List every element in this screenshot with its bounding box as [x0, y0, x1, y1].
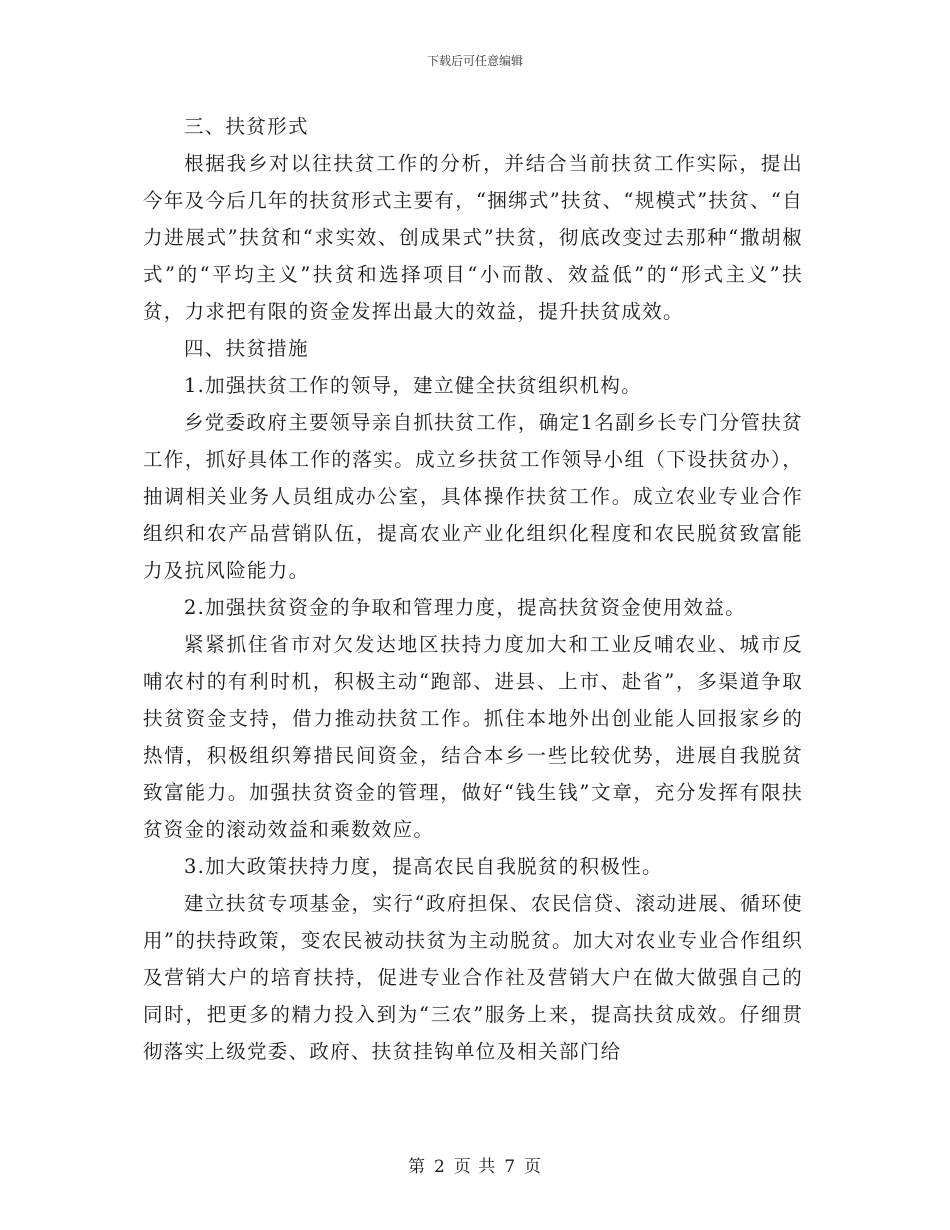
total-pages: 7 [504, 1157, 517, 1177]
footer-middle: 页 共 [453, 1157, 497, 1177]
paragraph: 根据我乡对以往扶贫工作的分析，并结合当前扶贫工作实际，提出今年及今后几年的扶贫形式主要有，“捆绑式”扶贫、“规模式”扶贫、“自力进展式”扶贫和“求实效、创成果式”扶贫，彻底改变过去那种“撒胡椒式”的“平均主义”扶贫和选择项目“小而散、效益低”的“形式主义”扶贫，力求把有限的资金发挥出最大的效益，提升扶贫成效。 [143, 152, 803, 323]
section-heading-4: 四、扶贫措施 [183, 337, 309, 360]
footer-suffix: 页 [524, 1157, 543, 1177]
subheading-2: 2.加强扶贫资金的争取和管理力度，提高扶贫资金使用效益。 [183, 596, 746, 619]
page-footer [0, 1152, 950, 1177]
footer-prefix: 第 [407, 1157, 426, 1177]
paragraph: 建立扶贫专项基金，实行“政府担保、农民信贷、滚动进展、循环使用”的扶持政策，变农民被动扶贫为主动脱贫。加大对农业专业合作组织及营销大户的培育扶持，促进专业合作社及营销大户在做大做强自己的同时，把更多的精力投入到为“三农”服务上来，提高扶贫成效。仔细贯彻落实上级党委、政府、扶贫挂钩单位及相关部门给 [143, 892, 803, 1063]
section-heading-3: 三、扶贫形式 [183, 115, 309, 138]
paragraph: 乡党委政府主要领导亲自抓扶贫工作，确定1名副乡长专门分管扶贫工作，抓好具体工作的落实。成立乡扶贫工作领导小组（下设扶贫办），抽调相关业务人员组成办公室，具体操作扶贫工作。成立农业专业合作组织和农产品营销队伍，提高农业产业化组织化程度和农民脱贫致富能力及抗风险能力。 [143, 411, 803, 582]
subheading-3: 3.加大政策扶持力度，提高农民自我脱贫的积极性。 [183, 855, 663, 878]
subheading-1: 1.加强扶贫工作的领导，建立健全扶贫组织机构。 [183, 374, 642, 397]
paragraph: 紧紧抓住省市对欠发达地区扶持力度加大和工业反哺农业、城市反哺农村的有利时机，积极主动“跑部、进县、上市、赴省”，多渠道争取扶贫资金支持，借力推动扶贫工作。抓住本地外出创业能人回报家乡的热情，积极组织筹措民间资金，结合本乡一些比较优势，进展自我脱贫致富能力。加强扶贫资金的管理，做好“钱生钱”文章，充分发挥有限扶贫资金的滚动效益和乘数效应。 [143, 633, 803, 841]
document-body [143, 108, 803, 1070]
page-header: 下载后可任意编辑 [426, 54, 523, 68]
page-number: 2 [433, 1157, 446, 1177]
